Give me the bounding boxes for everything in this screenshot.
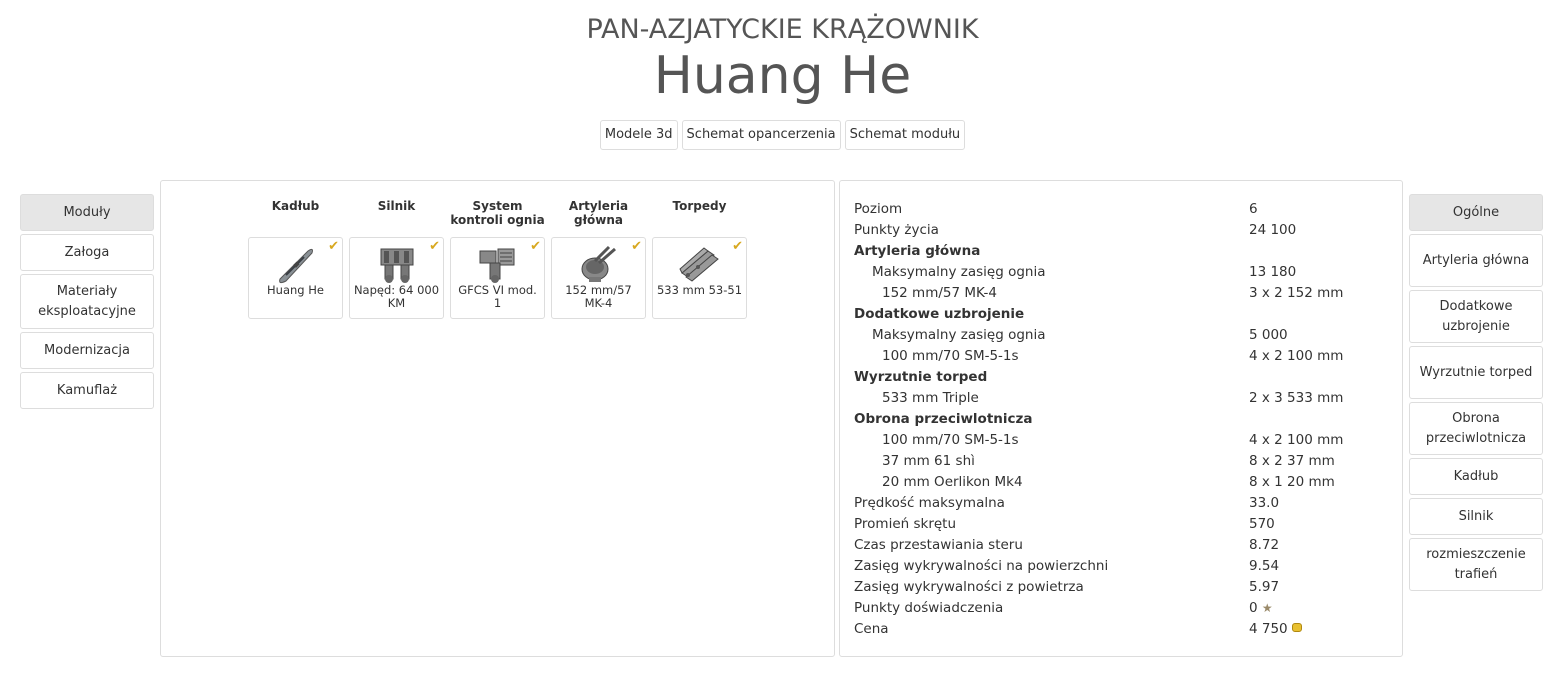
stat-name: 100 mm/70 SM-5-1s: [882, 432, 1019, 448]
nav-anti-aircraft[interactable]: Obrona przeciwlotnicza: [1409, 402, 1543, 455]
stat-name: Punkty życia: [854, 222, 939, 238]
check-icon: ✔: [530, 239, 541, 254]
module-label: Huang He: [267, 283, 324, 297]
fire-control-icon: [476, 243, 520, 285]
stat-row: [854, 283, 1394, 304]
xp-icon: ★: [1261, 601, 1273, 615]
stat-value: 4 750: [1249, 621, 1288, 637]
left-nav: [20, 194, 154, 412]
module-header: Artyleria główna: [568, 199, 629, 227]
stat-name: Poziom: [854, 201, 903, 217]
nav-modules[interactable]: Moduły: [20, 194, 154, 231]
stat-value: 4 x 2 100 mm: [1249, 348, 1344, 364]
stat-row: [854, 535, 1394, 556]
module-card-fire-control[interactable]: [450, 237, 545, 319]
stat-value: 24 100: [1249, 222, 1297, 238]
stat-row: [854, 199, 1394, 220]
stat-row: [854, 619, 1394, 640]
stat-group-header: [854, 304, 1394, 325]
stat-name: Prędkość maksymalna: [854, 495, 1005, 511]
credits-coin-icon: [1292, 623, 1302, 632]
nav-crew[interactable]: Załoga: [20, 234, 154, 271]
module-column-engine: [349, 199, 444, 319]
stat-row: [854, 556, 1394, 577]
stat-name: Artyleria główna: [854, 243, 981, 259]
stat-value-xp: [1249, 598, 1273, 619]
engine-icon: [375, 243, 419, 285]
stat-row: [854, 451, 1394, 472]
module-card-main-battery[interactable]: [551, 237, 646, 319]
stat-row: [854, 346, 1394, 367]
nav-general[interactable]: Ogólne: [1409, 194, 1543, 231]
nav-camouflage[interactable]: Kamuflaż: [20, 372, 154, 409]
stat-group-header: [854, 409, 1394, 430]
nav-hit-locations[interactable]: rozmieszczenie trafień: [1409, 538, 1543, 591]
stat-value: 570: [1249, 516, 1275, 532]
view-buttons: [0, 120, 1565, 150]
module-card-torpedoes[interactable]: [652, 237, 747, 319]
check-icon: ✔: [631, 239, 642, 254]
nav-engine[interactable]: Silnik: [1409, 498, 1543, 535]
stat-row: [854, 472, 1394, 493]
stat-value-price: [1249, 619, 1302, 640]
nav-main-battery[interactable]: Artyleria główna: [1409, 234, 1543, 287]
stat-name: 533 mm Triple: [882, 390, 979, 406]
armor-scheme-button[interactable]: Schemat opancerzenia: [682, 120, 841, 150]
module-label: Napęd: 64 000 KM: [353, 283, 440, 310]
stat-group-header: [854, 367, 1394, 388]
module-header: Silnik: [377, 199, 416, 213]
stat-name: Zasięg wykrywalności z powietrza: [854, 579, 1084, 595]
stat-row: [854, 598, 1394, 619]
right-nav: [1409, 194, 1543, 594]
stat-value: 5.97: [1249, 579, 1280, 595]
stat-value: 8.72: [1249, 537, 1280, 553]
stat-name: Wyrzutnie torped: [854, 369, 988, 385]
module-column-hull: [248, 199, 343, 319]
module-column-fire-control: [450, 199, 545, 319]
stats-panel: [839, 180, 1403, 657]
module-label: 533 mm 53-51: [656, 283, 743, 297]
nav-torpedo-tubes[interactable]: Wyrzutnie torped: [1409, 346, 1543, 399]
module-card-engine[interactable]: [349, 237, 444, 319]
stat-value: 3 x 2 152 mm: [1249, 285, 1344, 301]
torpedo-icon: [678, 243, 722, 285]
stat-value: 8 x 2 37 mm: [1249, 453, 1335, 469]
stat-value: 8 x 1 20 mm: [1249, 474, 1335, 490]
stat-value: 4 x 2 100 mm: [1249, 432, 1344, 448]
nav-upgrades[interactable]: Modernizacja: [20, 332, 154, 369]
stat-group-header: [854, 241, 1394, 262]
stat-row: [854, 262, 1394, 283]
gun-turret-icon: [577, 243, 621, 285]
stat-value: 13 180: [1249, 264, 1297, 280]
stat-row: [854, 577, 1394, 598]
nav-consumables[interactable]: Materiały eksploatacyjne: [20, 274, 154, 329]
stat-row: [854, 325, 1394, 346]
stat-name: Obrona przeciwlotnicza: [854, 411, 1033, 427]
stat-value: 2 x 3 533 mm: [1249, 390, 1344, 406]
stat-name: 100 mm/70 SM-5-1s: [882, 348, 1019, 364]
check-icon: ✔: [429, 239, 440, 254]
module-column-torpedoes: [652, 199, 747, 319]
ship-class-subtitle: PAN-AZJATYCKIE KRĄŻOWNIK: [586, 14, 979, 45]
models-3d-button[interactable]: Modele 3d: [600, 120, 678, 150]
ship-name-title: Huang He: [653, 46, 912, 106]
stat-row: [854, 220, 1394, 241]
module-card-hull[interactable]: [248, 237, 343, 319]
hull-icon: [274, 243, 318, 285]
stat-name: Dodatkowe uzbrojenie: [854, 306, 1025, 322]
nav-hull[interactable]: Kadłub: [1409, 458, 1543, 495]
stat-name: 20 mm Oerlikon Mk4: [882, 474, 1023, 490]
check-icon: ✔: [328, 239, 339, 254]
stat-value: 33.0: [1249, 495, 1280, 511]
stat-row: [854, 430, 1394, 451]
stat-name: 37 mm 61 shì: [882, 453, 975, 469]
stat-name: 152 mm/57 MK-4: [882, 285, 997, 301]
stat-row: [854, 514, 1394, 535]
stat-name: Promień skrętu: [854, 516, 957, 532]
stat-name: Maksymalny zasięg ognia: [872, 327, 1046, 343]
module-column-main-battery: [551, 199, 646, 319]
check-icon: ✔: [732, 239, 743, 254]
stat-value: 6: [1249, 201, 1258, 217]
stat-row: [854, 388, 1394, 409]
modules-panel: [160, 180, 835, 657]
module-label: 152 mm/57 MK-4: [565, 283, 632, 310]
stat-name: Maksymalny zasięg ognia: [872, 264, 1046, 280]
stat-value: 0: [1249, 600, 1258, 616]
stat-name: Czas przestawiania steru: [854, 537, 1023, 553]
module-scheme-button[interactable]: Schemat modułu: [845, 120, 966, 150]
module-header: System kontroli ognia: [450, 199, 545, 227]
stat-row: [854, 493, 1394, 514]
module-header: Kadłub: [271, 199, 320, 213]
stat-value: 5 000: [1249, 327, 1288, 343]
module-label: GFCS VI mod. 1: [458, 283, 537, 310]
stat-value: 9.54: [1249, 558, 1280, 574]
stat-name: Zasięg wykrywalności na powierzchni: [854, 558, 1109, 574]
module-header: Torpedy: [672, 199, 727, 213]
stat-name: Cena: [854, 621, 889, 637]
stat-name: Punkty doświadczenia: [854, 600, 1004, 616]
nav-secondary-armament[interactable]: Dodatkowe uzbrojenie: [1409, 290, 1543, 343]
